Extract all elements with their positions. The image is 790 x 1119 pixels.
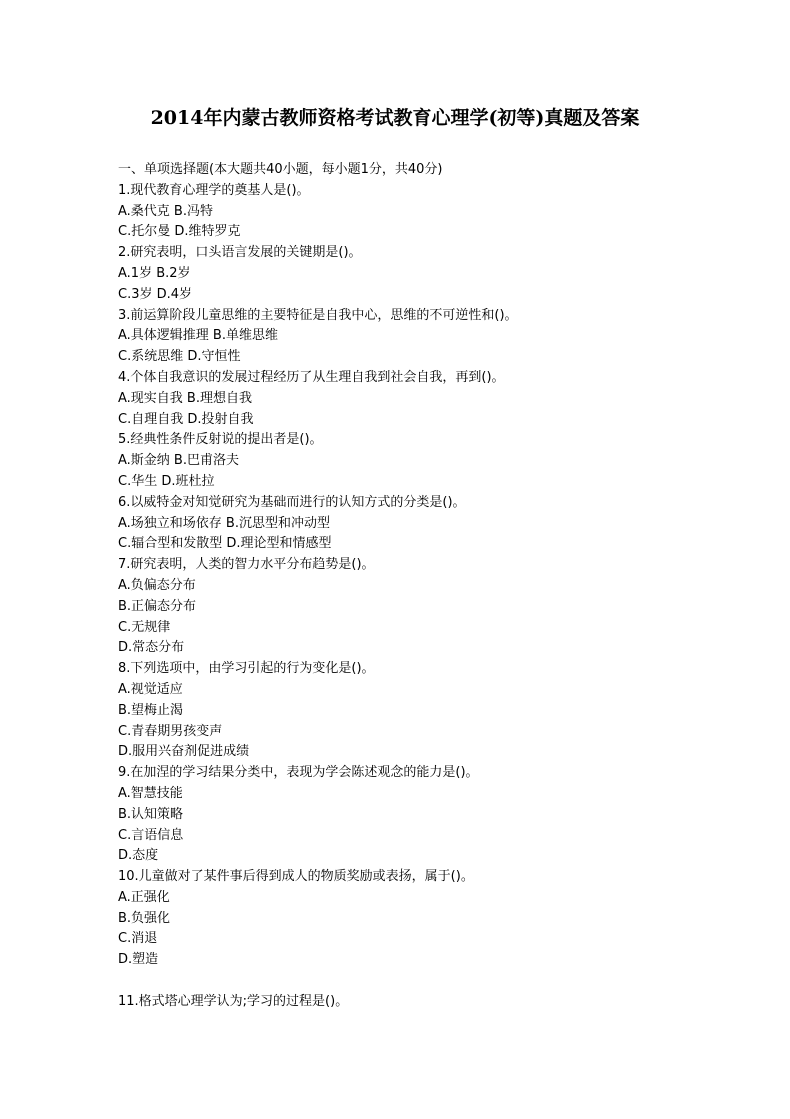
- answer-option: A.视觉适应: [118, 681, 183, 697]
- question-stem: 7.研究表明，人类的智力水平分布趋势是()。: [118, 557, 375, 573]
- answer-option: C.华生 D.班杜拉: [118, 473, 215, 489]
- document-body: [118, 160, 738, 1013]
- answer-option: D.塑造: [118, 952, 159, 968]
- question-stem: 10.儿童做对了某件事后得到成人的物质奖励或表扬，属于()。: [118, 869, 474, 885]
- answer-option: A.1岁 B.2岁: [118, 265, 191, 281]
- answer-option: A.负偏态分布: [118, 577, 196, 593]
- question-stem: 11.格式塔心理学认为;学习的过程是()。: [118, 993, 349, 1009]
- answer-option: D.服用兴奋剂促进成绩: [118, 744, 250, 760]
- document-title: 2014年内蒙古教师资格考试教育心理学(初等)真题及答案: [150, 107, 640, 129]
- question-stem: 9.在加涅的学习结果分类中，表现为学会陈述观念的能力是()。: [118, 765, 479, 781]
- question-stem: 1.现代教育心理学的奠基人是()。: [118, 182, 310, 198]
- answer-option: A.桑代克 B.冯特: [118, 203, 213, 219]
- question-block: [118, 243, 738, 305]
- answer-option: C.辐合型和发散型 D.理论型和情感型: [118, 536, 332, 552]
- answer-option: A.场独立和场依存 B.沉思型和冲动型: [118, 515, 330, 531]
- answer-option: C.系统思维 D.守恒性: [118, 349, 241, 365]
- answer-option: C.言语信息: [118, 827, 184, 843]
- answer-option: C.托尔曼 D.维特罗克: [118, 224, 241, 240]
- question-stem: 6.以威特金对知觉研究为基础而进行的认知方式的分类是()。: [118, 494, 466, 510]
- section-heading: 一、单项选择题(本大题共40小题，每小题1分，共40分): [118, 162, 443, 177]
- answer-option: C.3岁 D.4岁: [118, 286, 193, 302]
- question-block: [118, 555, 738, 659]
- answer-option: A.智慧技能: [118, 785, 183, 801]
- question-stem: 2.研究表明，口头语言发展的关键期是()。: [118, 245, 362, 261]
- answer-option: A.具体逻辑推理 B.单维思维: [118, 328, 278, 344]
- question-list: [118, 181, 738, 971]
- blank-line: [118, 971, 738, 992]
- answer-option: B.正偏态分布: [118, 598, 197, 614]
- question-block: [118, 306, 738, 368]
- question-block: [118, 867, 738, 971]
- question-block: [118, 368, 738, 430]
- question-block: [118, 493, 738, 555]
- answer-option: C.无规律: [118, 619, 171, 635]
- question-stem: 4.个体自我意识的发展过程经历了从生理自我到社会自我，再到()。: [118, 369, 505, 385]
- answer-option: A.现实自我 B.理想自我: [118, 390, 252, 406]
- answer-option: C.消退: [118, 931, 158, 947]
- answer-option: D.态度: [118, 848, 159, 864]
- answer-option: B.认知策略: [118, 806, 184, 822]
- answer-option: B.负强化: [118, 910, 171, 926]
- answer-option: C.自理自我 D.投射自我: [118, 411, 254, 427]
- question-block: [118, 763, 738, 867]
- question-stem: 3.前运算阶段儿童思维的主要特征是自我中心，思维的不可逆性和()。: [118, 307, 518, 323]
- question-stem: 5.经典性条件反射说的提出者是()。: [118, 432, 323, 448]
- answer-option: A.正强化: [118, 889, 170, 905]
- question-stem: 8.下列选项中，由学习引起的行为变化是()。: [118, 661, 375, 677]
- question-block: [118, 659, 738, 763]
- answer-option: B.望梅止渴: [118, 702, 184, 718]
- answer-option: D.常态分布: [118, 640, 185, 656]
- question-block: [118, 430, 738, 492]
- question-block: [118, 181, 738, 243]
- answer-option: A.斯金纳 B.巴甫洛夫: [118, 453, 239, 469]
- answer-option: C.青春期男孩变声: [118, 723, 223, 739]
